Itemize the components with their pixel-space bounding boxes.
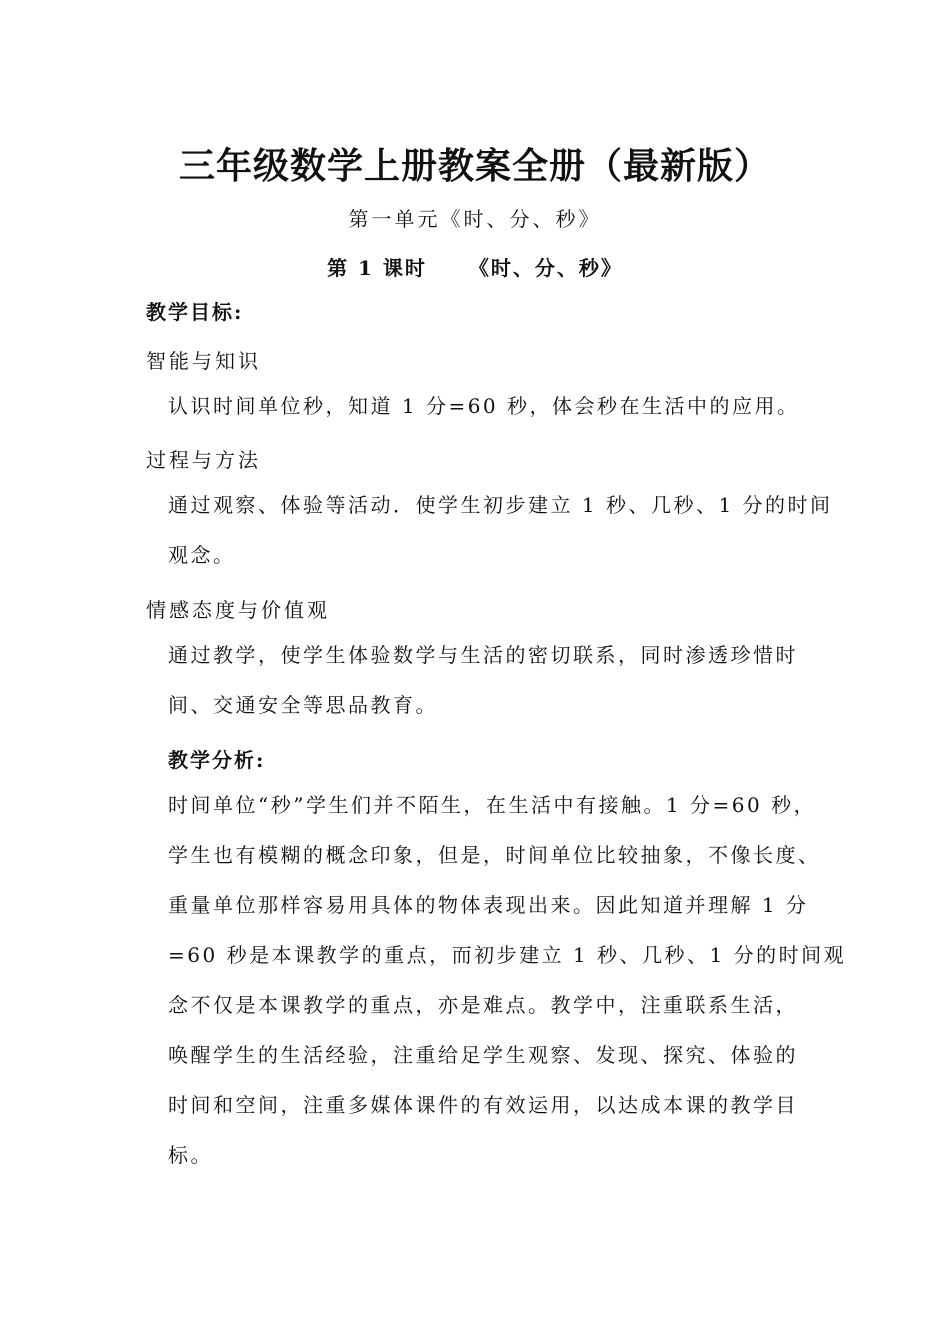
lesson-number: 第 1 课时 (327, 256, 427, 280)
emotion-line-1: 通过教学，使学生体验数学与生活的密切联系，同时渗透珍惜时 (168, 643, 798, 667)
emotion-label: 情感态度与价值观 (146, 598, 330, 622)
process-label: 过程与方法 (146, 448, 261, 472)
objectives-heading: 教学目标: (146, 300, 244, 324)
analysis-line: 重量单位那样容易用具体的物体表现出来。因此知道并理解 1 分 (168, 893, 809, 917)
analysis-line: 学生也有模糊的概念印象，但是，时间单位比较抽象，不像长度、 (168, 843, 821, 867)
analysis-line: 念不仅是本课教学的重点，亦是难点。教学中，注重联系生活， (168, 993, 798, 1017)
knowledge-text: 认识时间单位秒，知道 1 分=60 秒，体会秒在生活中的应用。 (168, 394, 800, 418)
emotion-line-2: 间、交通安全等思品教育。 (168, 693, 438, 717)
process-line-2: 观念。 (168, 543, 236, 567)
knowledge-label: 智能与知识 (146, 349, 261, 373)
analysis-line: 唤醒学生的生活经验，注重给足学生观察、发现、探究、体验的 (168, 1043, 798, 1067)
analysis-line: 标。 (168, 1143, 213, 1167)
analysis-line: 时间单位“秒”学生们并不陌生，在生活中有接触。1 分=60 秒， (168, 793, 817, 817)
process-line-1: 通过观察、体验等活动．使学生初步建立 1 秒、几秒、1 分的时间 (168, 493, 833, 517)
analysis-line: 时间和空间，注重多媒体课件的有效运用，以达成本课的教学目 (168, 1093, 798, 1117)
unit-title: 第一单元《时、分、秒》 (348, 207, 602, 231)
lesson-heading (0, 252, 950, 281)
analysis-line: =60 秒是本课教学的重点，而初步建立 1 秒、几秒、1 分的时间观 (168, 943, 847, 967)
lesson-name: 《时、分、秒》 (468, 256, 623, 280)
analysis-heading: 教学分析: (168, 748, 266, 772)
document-title: 三年级数学上册教案全册（最新版） (178, 145, 771, 187)
